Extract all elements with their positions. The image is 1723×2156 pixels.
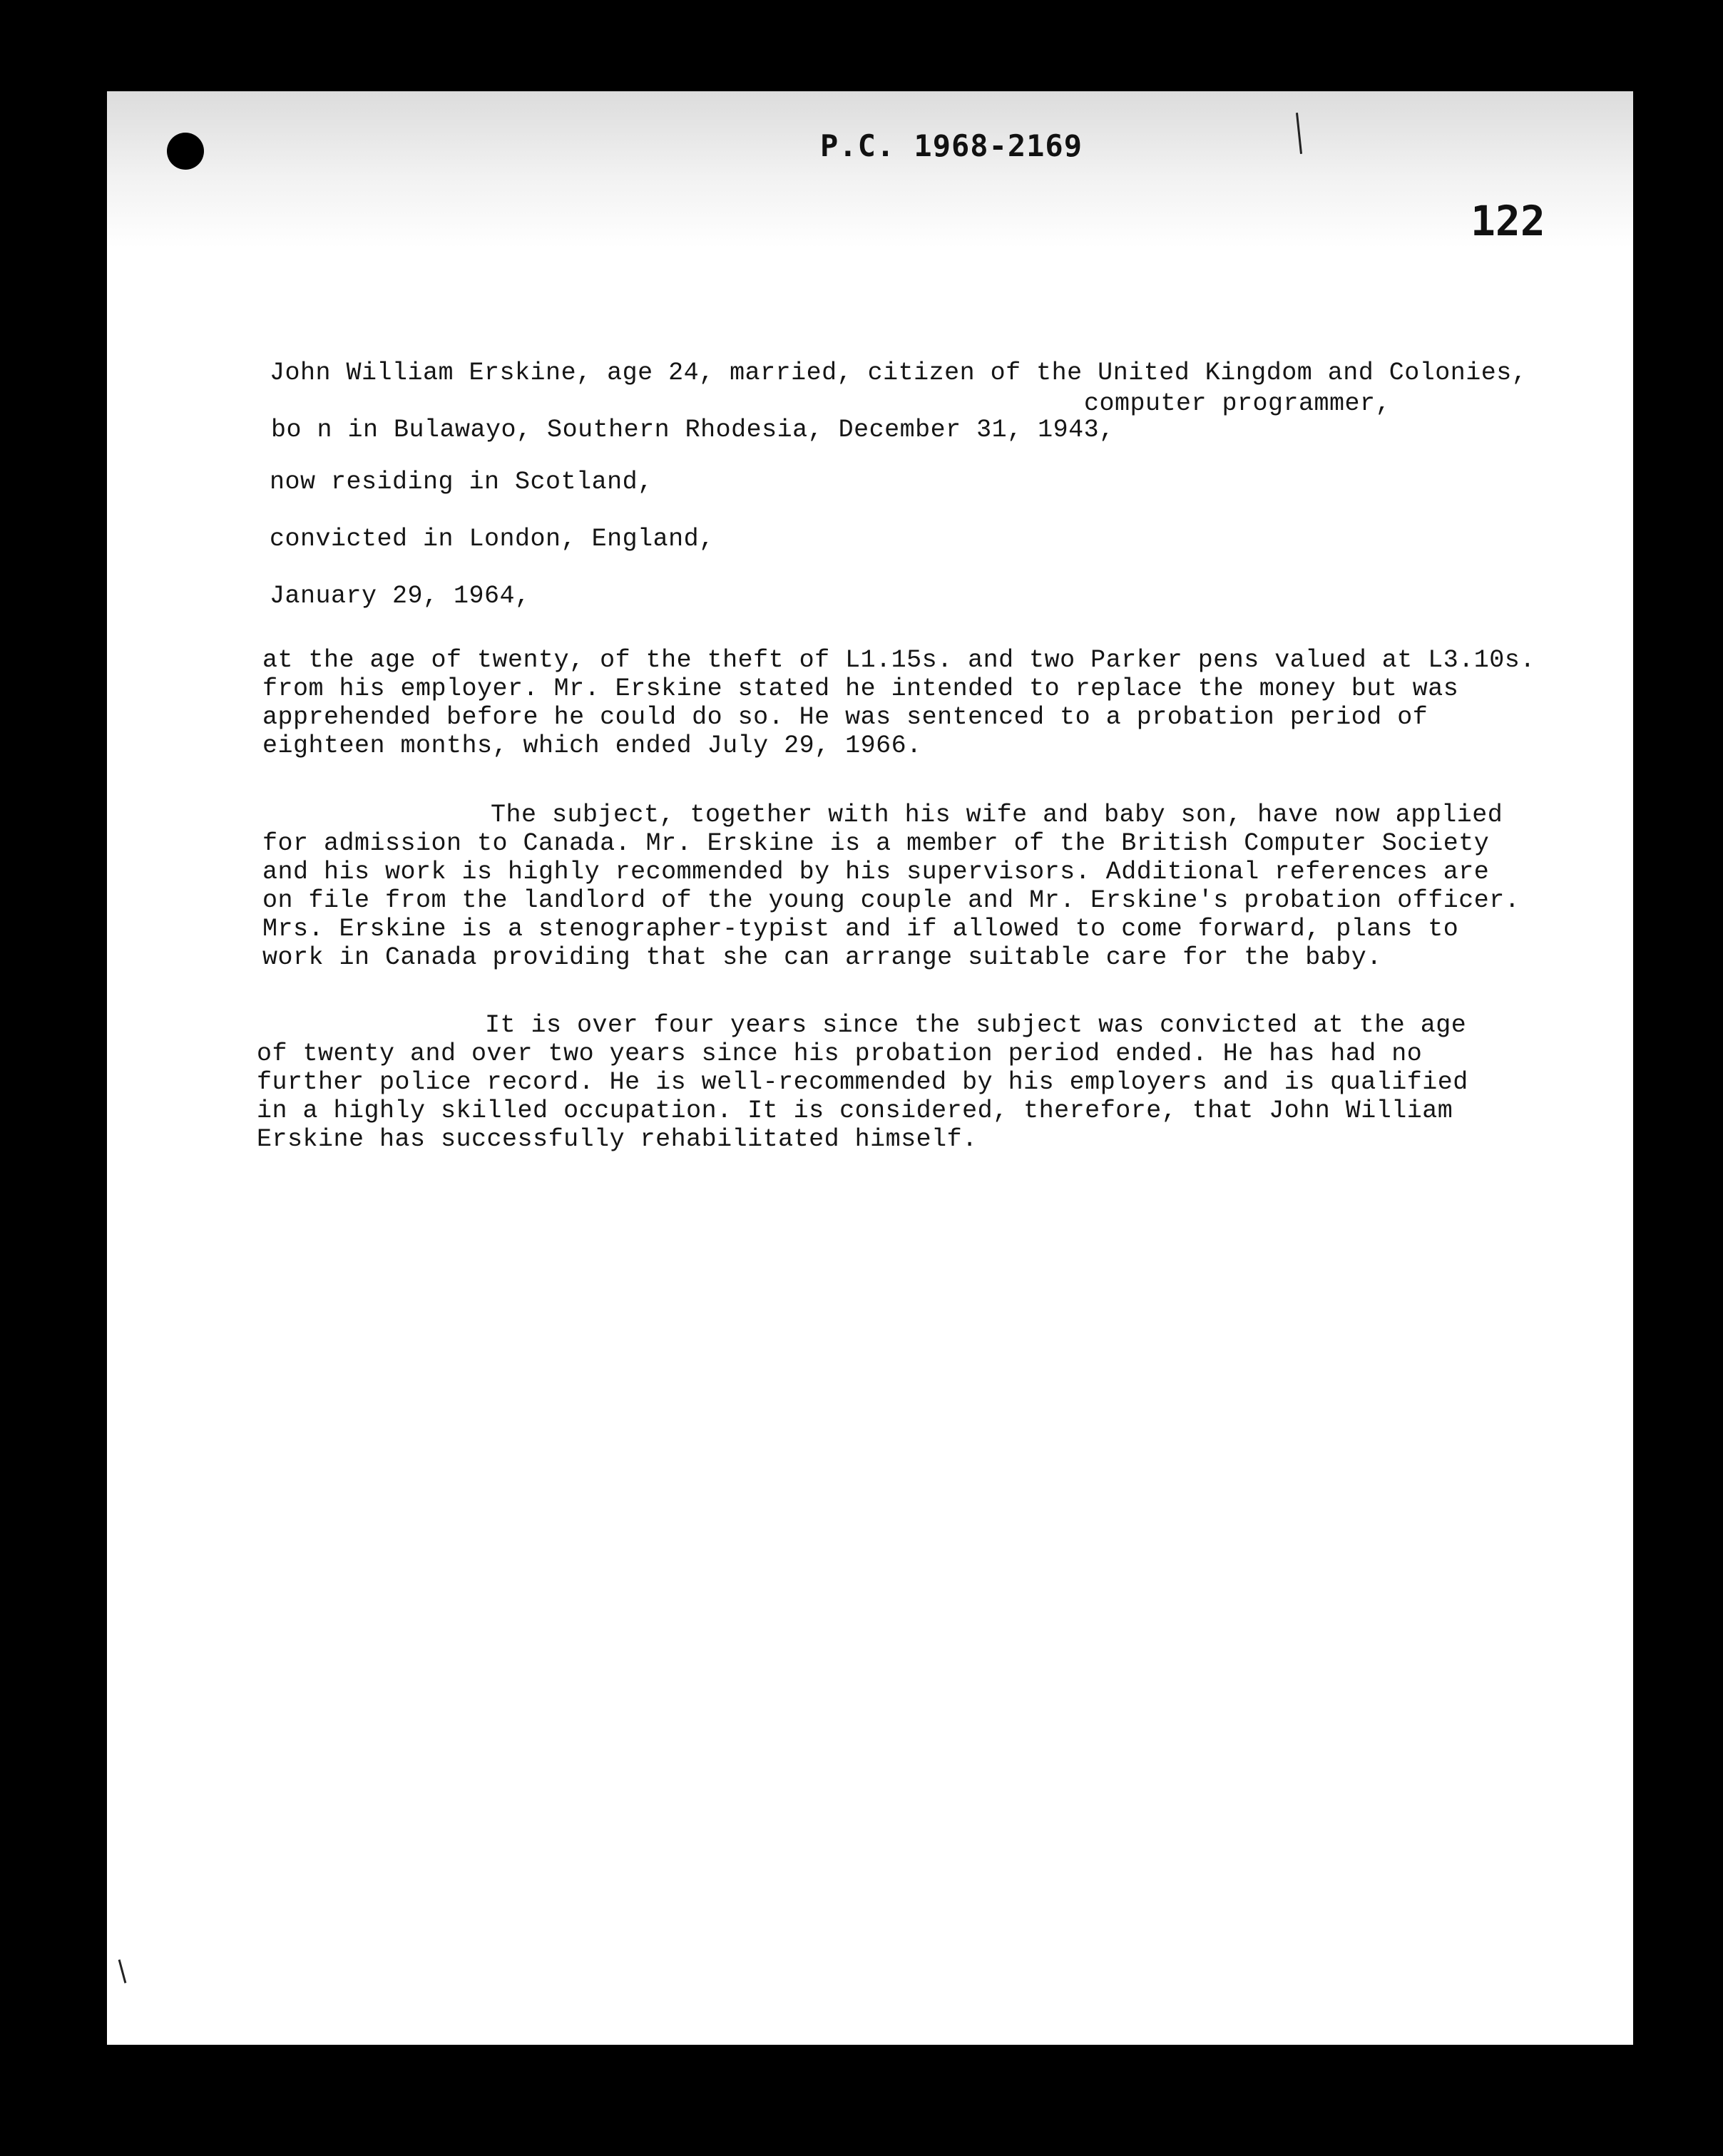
punch-hole	[167, 133, 204, 170]
paragraph-1-line: at the age of twenty, of the theft of L1.15s. and two Parker pens valued at L3.10s.	[262, 646, 1535, 674]
intro-line: John William Erskine, age 24, married, citizen of the United Kingdom and Colonies,	[270, 359, 1528, 387]
paragraph-3-line: Erskine has successfully rehabilitated himself.	[257, 1125, 978, 1154]
intro-line: January 29, 1964,	[270, 582, 531, 610]
paragraph-2-line: The subject, together with his wife and baby son, have now applied	[491, 801, 1503, 829]
intro-line: bo n in Bulawayo, Southern Rhodesia, December 31, 1943,	[271, 416, 1115, 444]
document-page	[107, 91, 1633, 2045]
paragraph-3-line: in a highly skilled occupation. It is considered, therefore, that John William	[257, 1097, 1453, 1125]
paragraph-1-line: from his employer. Mr. Erskine stated he intended to replace the money but was	[262, 674, 1459, 703]
intro-line-insert: computer programmer,	[1084, 389, 1391, 418]
paragraph-3-line: of twenty and over two years since his probation period ended. He has had no	[257, 1040, 1423, 1068]
order-reference: P.C. 1968-2169	[820, 128, 1083, 163]
paragraph-1-line: apprehended before he could do so. He was sentenced to a probation period of	[262, 703, 1428, 732]
paragraph-2-line: work in Canada providing that she can arrange suitable care for the baby.	[262, 943, 1382, 972]
intro-line: now residing in Scotland,	[270, 468, 653, 496]
paragraph-2-line: and his work is highly recommended by his supervisors. Additional references are	[262, 858, 1490, 886]
margin-mark	[118, 1959, 127, 1983]
paragraph-2-line: for admission to Canada. Mr. Erskine is a member of the British Computer Society	[262, 829, 1490, 858]
paragraph-3-line: It is over four years since the subject was convicted at the age	[485, 1011, 1467, 1040]
intro-line: convicted in London, England,	[270, 525, 715, 553]
paragraph-2-line: on file from the landlord of the young couple and Mr. Erskine's probation officer.	[262, 886, 1520, 915]
paragraph-2-line: Mrs. Erskine is a stenographer-typist and if allowed to come forward, plans to	[262, 915, 1459, 943]
scan-shadow	[107, 91, 1633, 248]
paragraph-1-line: eighteen months, which ended July 29, 1966.	[262, 732, 922, 760]
page-number: 122	[1471, 197, 1545, 245]
paragraph-3-line: further police record. He is well-recommended by his employers and is qualified	[257, 1068, 1468, 1097]
